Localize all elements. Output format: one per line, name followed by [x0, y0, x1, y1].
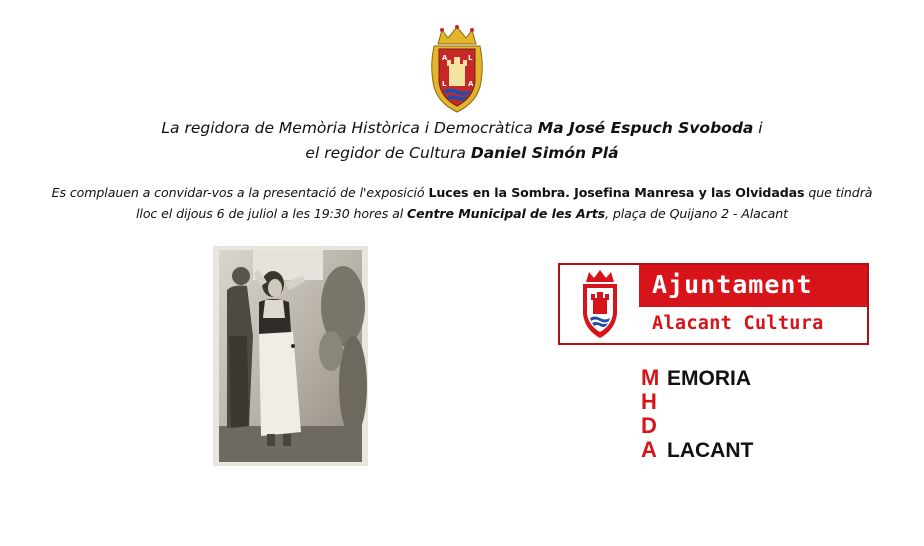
intro-line-1-suffix: i — [753, 119, 763, 137]
invitation-line-2-suffix: , plaça de Quijano 2 - Alacant — [605, 206, 788, 221]
exhibition-title: Luces en la Sombra. Josefina Manresa y las Olvidadas — [428, 185, 805, 200]
mhda-row — [641, 438, 753, 462]
alicante-coat-of-arms-icon — [578, 268, 622, 340]
ajuntament-subtitle-band — [639, 307, 867, 343]
mhda-letter: D — [641, 413, 657, 438]
invitation-line-1-suffix: que tindrà — [804, 185, 873, 200]
ajuntament-subtitle: Alacant Cultura — [652, 313, 824, 334]
alicante-coat-of-arms-icon — [428, 24, 486, 116]
invitation-line-2 — [20, 204, 904, 224]
intro-line-1 — [0, 116, 924, 140]
svg-text:L: L — [468, 54, 473, 62]
ajuntament-title: Ajuntament — [652, 270, 813, 299]
mhda-letter: H — [641, 389, 657, 414]
svg-text:A: A — [468, 80, 474, 88]
invitation-line-1-prefix: Es complauen a convidar-vos a la presentació de l'exposició — [51, 185, 429, 200]
mhda-row — [641, 390, 667, 414]
svg-text:A: A — [442, 54, 448, 62]
invitation-line-1 — [20, 183, 904, 203]
invitation-line-2-prefix: lloc el dijous 6 de juliol a les 19:30 hores al — [136, 206, 408, 221]
mhda-row — [641, 414, 667, 438]
venue-name: Centre Municipal de les Arts — [407, 206, 606, 221]
vintage-photo — [213, 246, 368, 466]
mhda-letter: M — [641, 365, 660, 390]
councillor-name-1: Ma José Espuch Svoboda — [537, 119, 754, 137]
mhda-word: EMORIA — [667, 367, 751, 390]
intro-line-2-prefix: el regidor de Cultura — [305, 144, 471, 162]
intro-line-2 — [0, 141, 924, 165]
ajuntament-crest-area — [560, 265, 639, 343]
intro-line-1-prefix: La regidora de Memòria Històrica i Democràtica — [161, 119, 538, 137]
mhda-word: LACANT — [667, 439, 754, 462]
mhda-letter: A — [641, 437, 657, 462]
councillor-name-2: Daniel Simón Plá — [470, 144, 619, 162]
svg-text:L: L — [442, 80, 447, 88]
mhda-row — [641, 366, 751, 390]
ajuntament-logo — [558, 263, 869, 345]
